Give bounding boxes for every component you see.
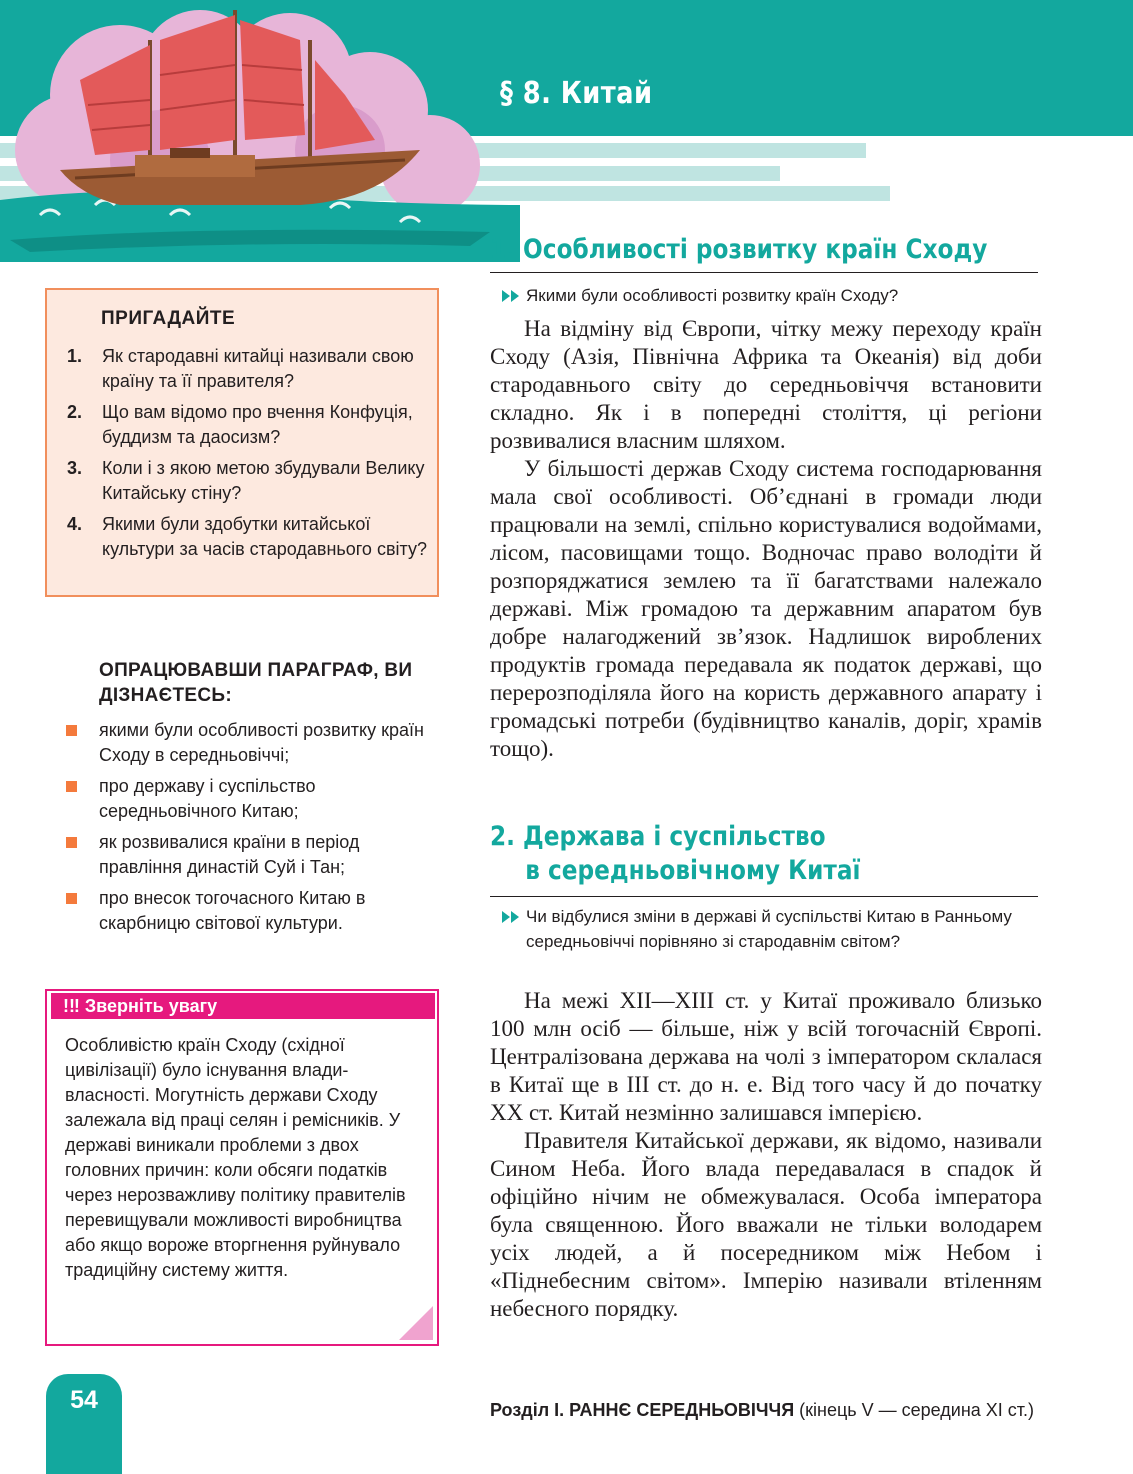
item-text: Коли і з якою метою збудували Велику Китайську стіну?: [102, 458, 425, 503]
chinese-junk-ship-illustration: [0, 0, 520, 262]
page-fold-corner-icon: [399, 1306, 433, 1340]
list-item: [66, 830, 436, 880]
question-text: Чи відбулися зміни в державі й суспільстві Китаю в Ранньому середньовіччі порівняно зі стародавнім світом?: [526, 907, 1012, 951]
item-text: як розвивалися країни в період правління династій Суй і Тан;: [99, 832, 360, 877]
list-item: [66, 718, 436, 768]
double-arrow-icon: [502, 911, 520, 923]
paragraph-title: § 8. Китай: [500, 76, 653, 111]
square-bullet-icon: [66, 781, 77, 792]
paragraph: На відміну від Європи, чітку межу переходу країн Сходу (Азія, Північна Африка та Океанія) від доби стародавнього світу до середньовіччя встановити складно. Як і в попередні століття, ці регіони розвивалися власним шляхом.: [490, 316, 1042, 453]
page-number-tab: [46, 1374, 122, 1474]
item-number: 1.: [67, 346, 83, 366]
footer-section-label: Розділ І. РАННЄ СЕРЕДНЬОВІЧЧЯ: [490, 1400, 795, 1420]
recall-box: [45, 288, 439, 597]
note-title: !‼ Зверніть увагу: [51, 993, 435, 1019]
square-bullet-icon: [66, 837, 77, 848]
item-text: Якими були здобутки китайської культури за часів стародавнього світу?: [102, 514, 427, 559]
divider: [490, 272, 1038, 273]
section-2-title: [490, 820, 860, 888]
recall-list: [67, 344, 427, 568]
section-1-title: 1. Особливості розвитку країн Сходу: [490, 234, 988, 265]
section-2-title-line2: в середньовічному Китаї: [525, 855, 861, 886]
item-text: Як стародавні китайці називали свою країну та її правителя?: [102, 346, 414, 391]
note-box: [45, 989, 439, 1346]
list-item: [66, 886, 436, 936]
item-text: про державу і суспільство середньовічного Китаю;: [99, 776, 316, 821]
list-item: [67, 456, 427, 506]
list-item: [67, 512, 427, 562]
double-arrow-icon: [502, 290, 520, 302]
question-text: Якими були особливості розвитку країн Сходу?: [526, 286, 899, 305]
footer-period: (кінець V — середина XI ст.): [794, 1400, 1035, 1420]
list-item: [67, 400, 427, 450]
square-bullet-icon: [66, 893, 77, 904]
item-text: про внесок тогочасного Китаю в скарбницю світової культури.: [99, 888, 366, 933]
note-text: Особливістю країн Сходу (східної цивілізації) було існування влади-власності. Могутність держави Сходу залежала від праці селян і ремісників. У державі виникали проблеми з двох головних причин: коли обсяги податків через нерозважливу політику правителів перевищували можливості виробництва або якщо вороже вторгнення руйнувало традиційну систему життя.: [65, 1035, 406, 1280]
item-text: якими були особливості розвитку країн Сходу в середньовіччі;: [99, 720, 424, 765]
item-number: 3.: [67, 458, 83, 478]
paragraph: Правителя Китайської держави, як відомо, називали Сином Неба. Його влада передавалася в спадок й офіційно нічим не обмежувалася. Особа імператора була священною. Його вважали не тільки володарем усіх людей, а й посередником між Небом і «Піднебесним світом». Імперію називали втіленням небесного порядку.: [490, 1128, 1042, 1321]
item-number: 2.: [67, 402, 83, 422]
section-2-body: [490, 987, 1042, 1323]
paragraph: На межі XII—XIII ст. у Китаї проживало близько 100 млн осіб — більше, ніж у всій тогочасній Європі. Централізована держава на чолі з імператором склалася в Китаї ще в III ст. до н. е. Від того часу й до початку XX ст. Китай незмінно залишався імперією.: [490, 988, 1042, 1125]
item-number: 4.: [67, 514, 83, 534]
list-item: [66, 774, 436, 824]
paragraph: У більшості держав Сходу система господарювання мала свої особливості. Об’єднані в громади люди працювали на землі, спільно користувалися водоймами, лісом, пасовищами тощо. Водночас право володіти й розпоряджатися землею та її багатствами належало державі. Між громадою та державним апаратом був добре налагоджений зв’язок. Надлишок вироблених продуктів громада передавала як податок державі, що перерозподіляла його на користь державного апарату і громадські потреби (будівництво каналів, доріг, храмів тощо).: [490, 456, 1042, 761]
section-2-question: [502, 904, 1022, 954]
page-number: 54: [70, 1386, 98, 1414]
recall-title: ПРИГАДАЙТЕ: [101, 308, 236, 329]
list-item: [67, 344, 427, 394]
section-1-body: [490, 315, 1042, 763]
running-footer: [490, 1400, 1034, 1421]
learn-title: ОПРАЦЮВАВШИ ПАРАГРАФ, ВИ ДІЗНАЄТЕСЬ:: [99, 660, 413, 706]
section-2-title-line1: 2. Держава і суспільство: [490, 821, 826, 852]
section-1-question: [502, 283, 1022, 308]
square-bullet-icon: [66, 725, 77, 736]
learn-list: [66, 718, 436, 942]
item-text: Що вам відомо про вчення Конфуція, буддизм та даосизм?: [102, 402, 413, 447]
divider: [490, 896, 1038, 897]
